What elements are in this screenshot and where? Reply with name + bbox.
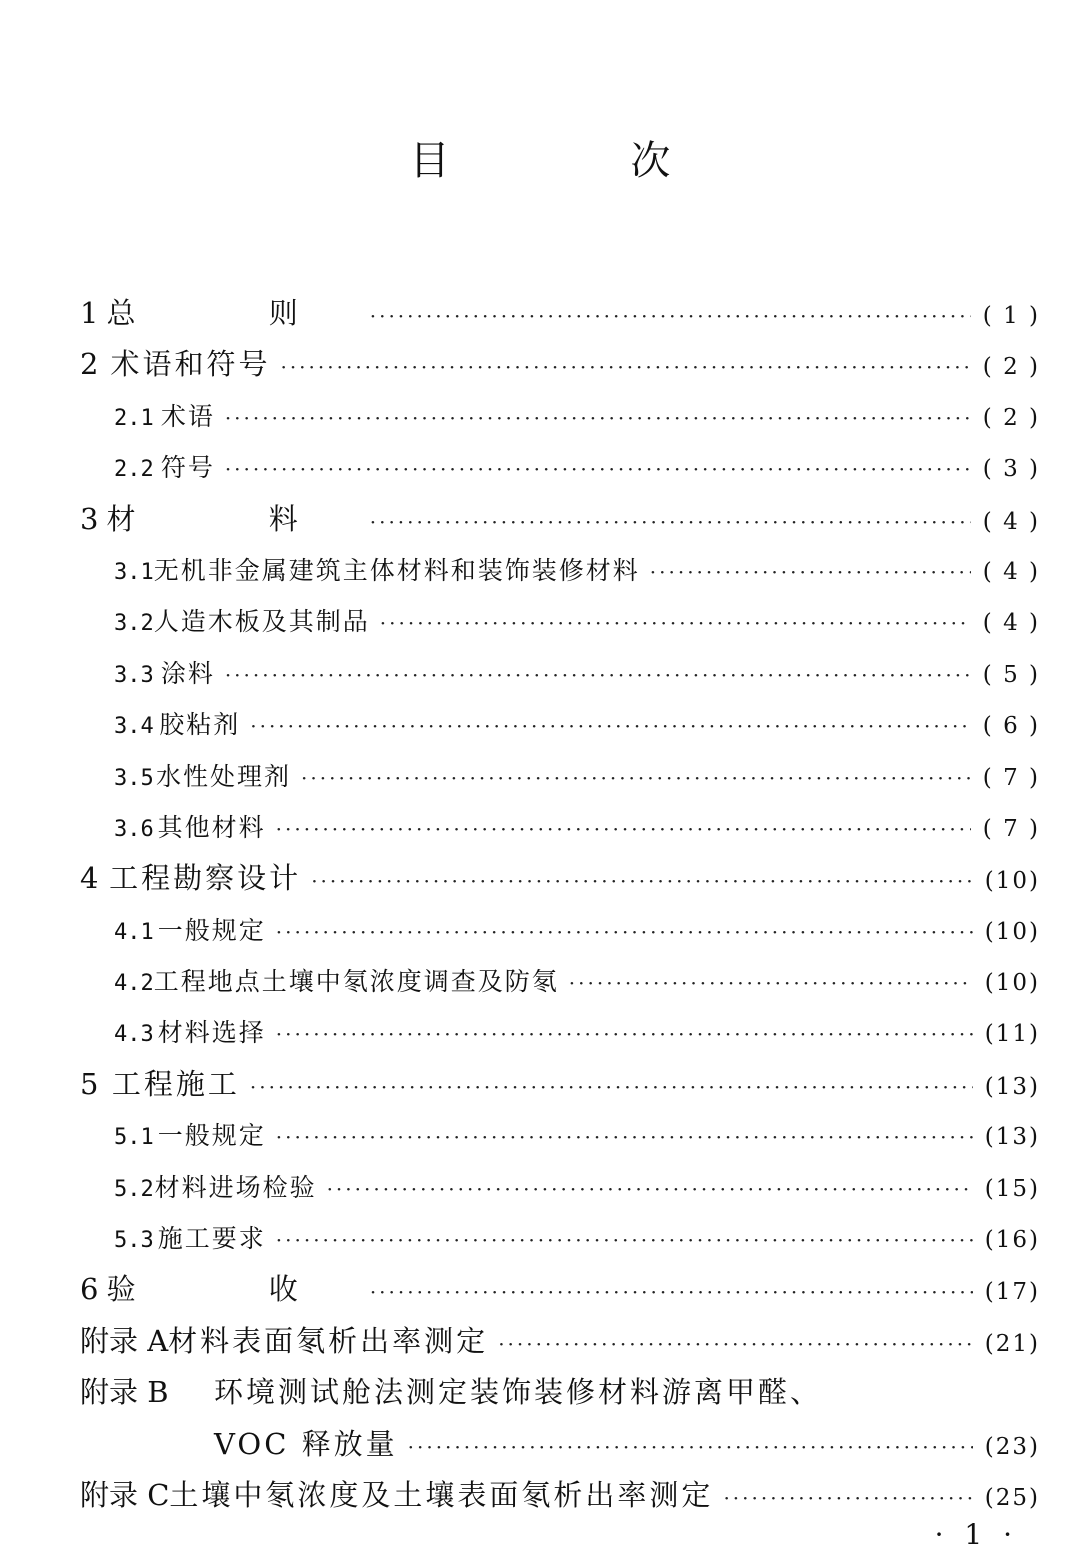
toc-entry-number: 3.1 [114, 559, 154, 585]
dot-leader [225, 393, 971, 444]
toc-entry-title: 材料进场检验 [154, 1172, 317, 1202]
dot-leader [723, 1473, 972, 1524]
toc-entry-page: (13) [984, 1073, 1040, 1100]
toc-entry-4-2[interactable] [80, 956, 1040, 1007]
toc-entry-3[interactable] [80, 494, 1040, 545]
dot-leader [301, 753, 971, 804]
toc-entry-number: 3 [80, 501, 99, 536]
toc-entry-page: (13) [984, 1124, 1040, 1151]
toc-entry-title: 材料表面氡析出率测定 [168, 1323, 489, 1358]
toc-entry-number: 3.2 [114, 611, 154, 637]
toc-entry-page: (16) [984, 1227, 1040, 1254]
dot-leader [225, 650, 971, 701]
dot-leader [276, 907, 973, 958]
toc-entry-page: ( 4 ) [982, 508, 1040, 535]
dot-leader [498, 1319, 973, 1370]
toc-entry-page: ( 2 ) [982, 404, 1040, 431]
toc-entry-number: 2.2 [114, 457, 154, 483]
toc-entry-appendix-b-continued[interactable] [80, 1419, 1040, 1470]
toc-entry-6[interactable] [80, 1264, 1040, 1315]
toc-entry-title: 其他材料 [157, 812, 266, 842]
toc-entry-number: 3.5 [114, 765, 154, 791]
dot-leader [370, 291, 971, 342]
toc-entry-3-6[interactable] [80, 802, 1040, 853]
toc-entry-page: ( 7 ) [982, 815, 1040, 842]
toc-entry-appendix-c[interactable] [80, 1470, 1040, 1521]
toc-entry-3-5[interactable] [80, 751, 1040, 802]
toc-entry-page: (23) [984, 1433, 1040, 1460]
toc-entry-page: ( 4 ) [982, 558, 1040, 585]
toc-entry-page: ( 4 ) [982, 610, 1040, 637]
toc-entry-title: 无机非金属建筑主体材料和装饰装修材料 [153, 555, 640, 585]
toc-entry-page: (15) [984, 1175, 1040, 1202]
toc-entry-number: 附录 B [80, 1375, 169, 1410]
toc-entry-number: 6 [80, 1272, 99, 1307]
toc-entry-page: (11) [984, 1021, 1040, 1048]
toc-entry-3-4[interactable] [80, 699, 1040, 750]
toc-entry-title: 一般规定 [157, 1121, 266, 1151]
toc-entry-title: 水性处理剂 [156, 761, 292, 791]
toc-entry-title: 施工要求 [157, 1224, 266, 1254]
toc-entry-number: 4.3 [114, 1022, 154, 1048]
toc-entry-page: (10) [984, 918, 1040, 945]
toc-entry-page: ( 5 ) [982, 661, 1040, 688]
toc-entry-4-1[interactable] [80, 905, 1040, 956]
toc-entry-title: 术语 [160, 401, 215, 431]
toc-entry-number: 3.6 [114, 816, 154, 842]
toc-entry-page: (10) [984, 970, 1040, 997]
toc-entry-title: 材料选择 [157, 1018, 266, 1048]
toc-entry-2-1[interactable] [80, 391, 1040, 442]
toc-entry-page: (17) [984, 1279, 1040, 1306]
dot-leader [225, 444, 971, 495]
toc-entry-page: (21) [984, 1330, 1040, 1357]
toc-entry-number: 1 [80, 296, 99, 330]
toc-entry-title: 总 则 [106, 296, 360, 330]
dot-leader [276, 1112, 973, 1163]
dot-leader [276, 1009, 973, 1060]
toc-entry-title: 一般规定 [157, 915, 266, 945]
toc-entry-number: 2 [80, 347, 99, 382]
toc-entry-title: 人造木板及其制品 [153, 607, 370, 637]
dot-leader [370, 1267, 973, 1318]
toc-entry-number: 附录 A [80, 1323, 169, 1358]
toc-entry-2[interactable] [80, 339, 1040, 390]
toc-entry-page: (10) [984, 868, 1040, 895]
toc-entry-number: 3.4 [114, 714, 154, 740]
toc-entry-number: 4.1 [114, 919, 154, 945]
toc-entry-4[interactable] [80, 853, 1040, 904]
toc-entry-1[interactable] [80, 288, 1040, 339]
toc-entry-title: 验 收 [106, 1272, 360, 1307]
toc-entry-appendix-a[interactable] [80, 1316, 1040, 1367]
toc-entry-3-1[interactable] [80, 545, 1040, 596]
dot-leader [250, 1062, 973, 1113]
toc-entry-page: ( 3 ) [982, 456, 1040, 483]
dot-leader [311, 856, 973, 907]
dot-leader [650, 547, 971, 598]
toc-entry-appendix-b[interactable] [80, 1367, 1040, 1418]
toc-entry-number: 附录 C [80, 1477, 170, 1512]
toc-entry-title: 工程勘察设计 [109, 861, 302, 896]
dot-leader [276, 804, 971, 855]
toc-entry-number: 4.2 [114, 971, 154, 997]
toc-entry-title: 工程地点土壤中氡浓度调查及防氡 [153, 967, 559, 997]
toc-entry-number: 5.3 [114, 1228, 154, 1254]
page-title: 目 次 [409, 138, 755, 184]
toc-entry-number: 3.3 [114, 662, 154, 688]
toc-entry-5-2[interactable] [80, 1162, 1040, 1213]
toc-entry-page: ( 2 ) [982, 354, 1040, 381]
dot-leader [370, 497, 971, 548]
dot-leader [380, 598, 971, 649]
toc-entry-title: 涂料 [160, 658, 215, 688]
toc-entry-2-2[interactable] [80, 442, 1040, 493]
toc-entry-number: 5.1 [114, 1125, 154, 1151]
toc-entry-title: 环境测试舱法测定装饰装修材料游离甲醛、 [214, 1375, 823, 1410]
toc-entry-5-1[interactable] [80, 1110, 1040, 1161]
toc-entry-title: 土壤中氡浓度及土壤表面氡析出率测定 [169, 1477, 714, 1512]
dot-leader [250, 701, 971, 752]
toc-entry-4-3[interactable] [80, 1007, 1040, 1058]
toc-entry-number: 5.2 [114, 1176, 154, 1202]
toc-entry-5[interactable] [80, 1059, 1040, 1110]
toc-entry-3-2[interactable] [80, 596, 1040, 647]
dot-leader [276, 1215, 973, 1266]
toc-entry-number: 4 [80, 861, 99, 896]
toc-entry-page: ( 6 ) [982, 713, 1040, 740]
dot-leader [408, 1422, 973, 1473]
toc-entry-5-3[interactable] [80, 1213, 1040, 1264]
toc-entry-page: ( 1 ) [982, 303, 1040, 329]
toc-entry-number: 2.1 [114, 405, 154, 431]
toc-entry-title: 术语和符号 [110, 347, 271, 382]
page-number: · 1 · [934, 1518, 1018, 1551]
toc-entry-title: VOC 释放量 [214, 1426, 398, 1461]
dot-leader [280, 342, 970, 393]
toc-entry-3-3[interactable] [80, 648, 1040, 699]
toc-entry-number: 5 [80, 1066, 99, 1101]
dot-leader [327, 1164, 973, 1215]
toc-entry-page: ( 7 ) [982, 764, 1040, 791]
toc-entry-title: 符号 [160, 453, 215, 483]
toc-entry-title: 胶粘剂 [159, 710, 241, 740]
table-of-contents [80, 288, 1040, 1521]
dot-leader [569, 958, 973, 1009]
toc-entry-page: (25) [984, 1484, 1040, 1511]
toc-entry-title: 工程施工 [111, 1066, 240, 1101]
toc-entry-title: 材 料 [106, 501, 360, 536]
